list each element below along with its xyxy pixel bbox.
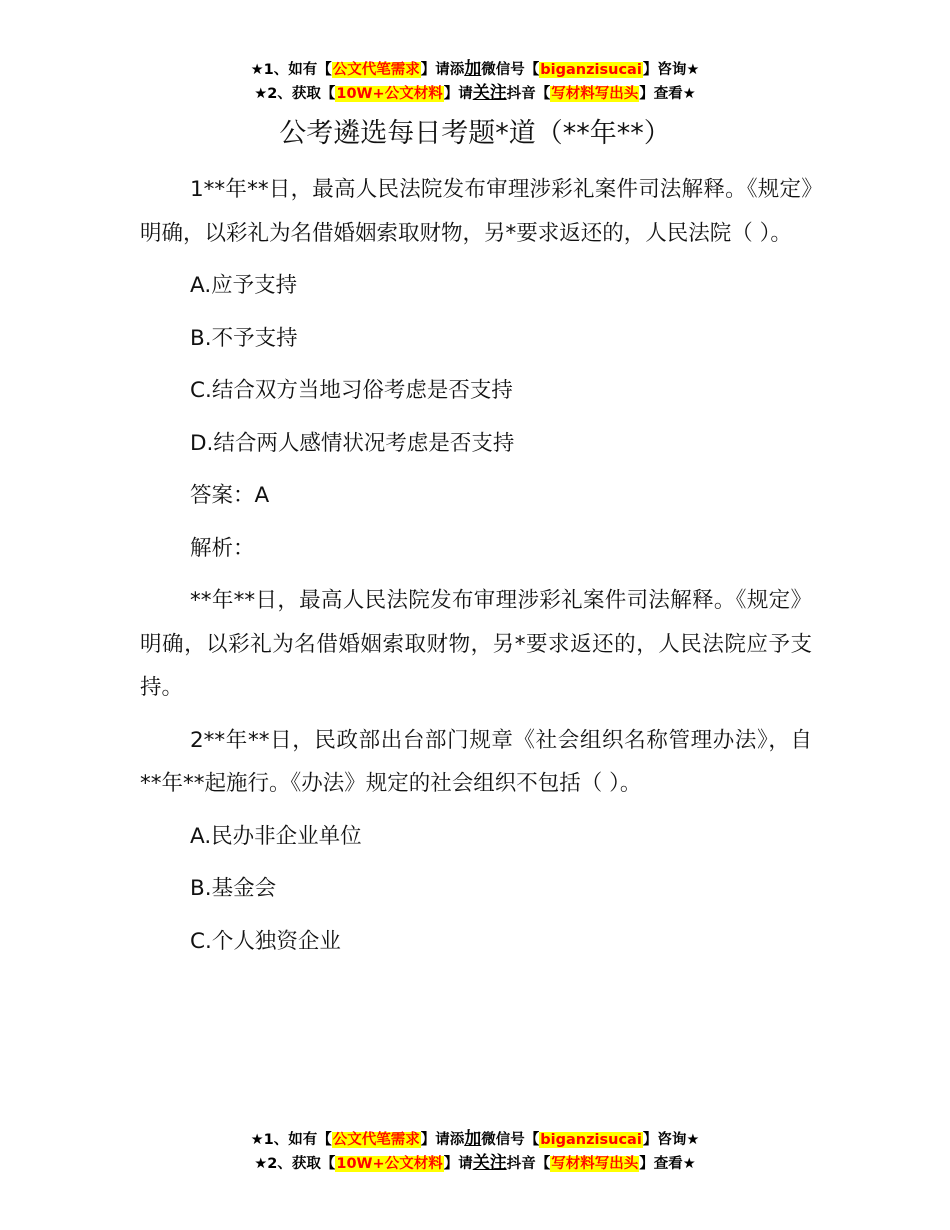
highlight-douyin-account: 写材料写出头 xyxy=(551,86,639,102)
bracket-right: 】 xyxy=(639,1156,654,1172)
bracket-right: 】 xyxy=(642,62,658,78)
question-2-option-c: C.个人独资企业 xyxy=(190,928,341,954)
bracket-left: 【 xyxy=(524,1132,540,1148)
question-1-option-a: A.应予支持 xyxy=(190,273,298,298)
bracket-right: 】 xyxy=(443,1156,459,1172)
highlight-wechat-id: biganzisucai xyxy=(540,1132,642,1148)
banner-suffix: 咨询★ xyxy=(657,1132,700,1148)
banner-text: 请 xyxy=(458,1156,473,1172)
question-2-option-a: A.民办非企业单位 xyxy=(190,823,362,849)
banner-text: 请 xyxy=(458,86,473,102)
banner-prefix: ★2、获取 xyxy=(254,1156,321,1172)
bracket-left: 【 xyxy=(320,86,336,102)
banner-text-emphasis: 加 xyxy=(464,59,482,79)
document-body xyxy=(140,168,812,972)
bracket-left: 【 xyxy=(535,86,551,102)
bracket-left: 【 xyxy=(317,62,332,78)
banner-prefix: ★1、如有 xyxy=(250,1132,318,1148)
banner-text: 请添 xyxy=(435,1132,465,1148)
bracket-right: 】 xyxy=(420,62,436,78)
footer-banner xyxy=(0,1128,950,1176)
banner-line-2 xyxy=(0,1152,950,1176)
banner-line-1 xyxy=(0,1128,950,1152)
question-1-option-d: D.结合两人感情状况考虑是否支持 xyxy=(190,430,515,456)
question-1-analysis: **年**日，最高人民法院发布审理涉彩礼案件司法解释。《规定》明确，以彩礼为名借婚姻索取财物，另*要求返还的，人民法院应予支持。 xyxy=(140,588,812,700)
bracket-left: 【 xyxy=(320,1156,336,1172)
banner-suffix: 查看★ xyxy=(653,1156,696,1172)
bracket-right: 】 xyxy=(420,1132,436,1148)
header-banner xyxy=(0,58,950,106)
banner-text-emphasis: 加 xyxy=(464,1129,482,1149)
banner-text: 微信号 xyxy=(481,1132,525,1148)
highlight-materials: 10W+公文材料 xyxy=(336,1156,443,1172)
question-1-option-c: C.结合双方当地习俗考虑是否支持 xyxy=(190,378,513,403)
banner-suffix: 咨询★ xyxy=(657,62,700,78)
highlight-materials: 10W+公文材料 xyxy=(336,86,443,102)
banner-text: 微信号 xyxy=(481,62,525,78)
bracket-right: 】 xyxy=(642,1132,658,1148)
document-title: 公考遴选每日考题*道（**年**） xyxy=(279,118,671,149)
bracket-left: 【 xyxy=(524,62,540,78)
highlight-service: 公文代笔需求 xyxy=(332,62,420,78)
banner-line-1 xyxy=(0,58,950,82)
banner-text: 请添 xyxy=(435,62,465,78)
bracket-right: 】 xyxy=(639,86,654,102)
banner-prefix: ★2、获取 xyxy=(254,86,321,102)
banner-text-emphasis: 关注 xyxy=(472,83,507,103)
banner-text: 抖音 xyxy=(506,1156,536,1172)
banner-prefix: ★1、如有 xyxy=(250,62,318,78)
banner-text-emphasis: 关注 xyxy=(472,1153,507,1173)
highlight-service: 公文代笔需求 xyxy=(332,1132,420,1148)
question-2-option-b: B.基金会 xyxy=(190,876,277,901)
bracket-left: 【 xyxy=(317,1132,332,1148)
bracket-left: 【 xyxy=(535,1156,551,1172)
question-2-stem: 2**年**日，民政部出台部门规章《社会组织名称管理办法》，自**年**起施行。《办法》规定的社会组织不包括（ ）。 xyxy=(140,727,812,796)
highlight-wechat-id: biganzisucai xyxy=(540,62,642,78)
banner-text: 抖音 xyxy=(506,86,536,102)
banner-line-2 xyxy=(0,82,950,106)
banner-suffix: 查看★ xyxy=(653,86,696,102)
highlight-douyin-account: 写材料写出头 xyxy=(551,1156,639,1172)
bracket-right: 】 xyxy=(443,86,459,102)
question-1-analysis-label: 解析： xyxy=(190,535,255,561)
question-1-stem: 1**年**日，最高人民法院发布审理涉彩礼案件司法解释。《规定》明确，以彩礼为名借婚姻索取财物，另*要求返还的，人民法院（ ）。 xyxy=(140,177,812,246)
question-1-answer: 答案：A xyxy=(190,483,270,508)
question-1-option-b: B.不予支持 xyxy=(190,325,298,351)
